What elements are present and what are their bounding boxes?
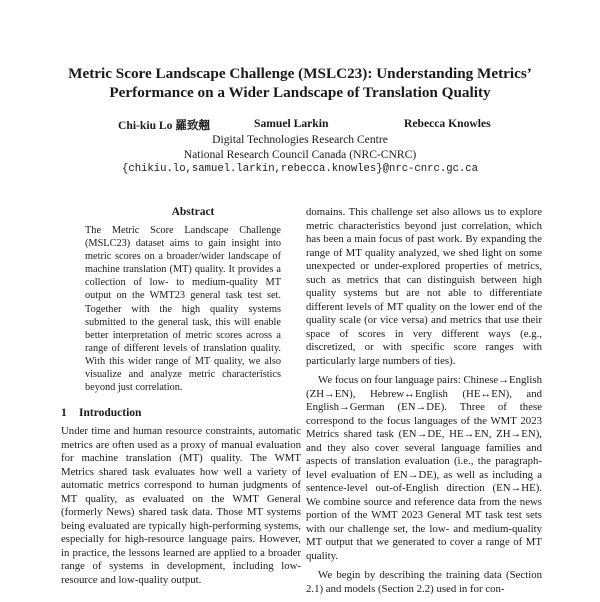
affiliation-line-2: National Research Council Canada (NRC-CNRC) [183,148,417,161]
introduction-paragraph: Under time and human resource constraints, automatic metrics are often used as a proxy of manual evaluation for machine translation (MT) quality. The WMT Metrics shared task evaluates how well a variety of automatic metrics correspond to human judgments of MT quality, as evaluated on the WMT General (formerly News) shared task data. Those MT systems being evaluated are typically high-performing systems, especially for high-resource language pairs. However, in practice, the lessons learned are applied to a broader range of systems in development, including low-resource and low-quality output. [61,425,301,586]
author-list [0,117,600,133]
left-column [61,206,301,587]
abstract-text: The Metric Score Landscape Challenge (MSLC23) dataset aims to gain insight into metric scores on a broader/wider landscape of machine translation (MT) quality. It provides a collection of low- to medium-quality MT output on the WMT23 general task test set. Together with the high quality systems submitted to the general task, this will enable better interpretation of metric scores across a range of different levels of translation quality. With this wider range of MT quality, we also visualize and analyze metric characteristics beyond just correlation. [85,225,281,394]
author-3: Rebecca Knowles [404,117,491,130]
title-line-2: Performance on a Wider Landscape of Translation Quality [109,84,491,101]
right-paragraph-1: domains. This challenge set also allows us to explore metric characteristics beyond just correlation, which has been a main focus of past work. By expanding the range of MT quality analyzed, we shed light on some unexpected or under-explored properties of metrics, such as metrics that can distinguish between high quality systems but are not able to differentiate different levels of MT quality on the lower end of the quality scale (or vice versa) and metrics that use their space of scores in very different ways (e.g., discretized, or with specific score ranges with particularly large numbers of ties). [306,206,542,367]
paper-title [60,64,540,102]
affiliation-line-1: Digital Technologies Research Centre [212,133,388,146]
section-number: 1 [61,407,67,420]
right-paragraph-3: We begin by describing the training data (Section 2.1) and models (Section 2.2) used in for con- [306,569,542,595]
author-2: Samuel Larkin [254,117,329,130]
section-heading-introduction [61,406,301,420]
affiliation-block [0,132,600,177]
abstract-heading: Abstract [171,206,215,218]
right-column [306,206,542,602]
author-1: Chi-kiu Lo 羅致翹 [118,119,211,132]
section-title: Introduction [79,407,142,420]
author-emails: {chikiu.lo,samuel.larkin,rebecca.knowles}@nrc-cnrc.gc.ca [121,163,478,175]
right-paragraph-2: We focus on four language pairs: Chinese→English (ZH→EN), Hebrew↔English (HE↔EN), and English→German (EN→DE). Three of these correspond to the focus languages of the WMT 2023 Metrics shared task (EN→DE, HE→EN, ZH→EN), and they also cover several language families and aspects of translation evaluation (i.e., the paragraph-level evaluation of EN→DE), as well as including a sentence-level out-of-English direction (EN→HE). We combine source and reference data from the news portion of the WMT 2023 General MT task test sets with our challenge set, the low- and medium-quality MT output that we generated to cover a range of MT quality. [306,374,543,562]
title-line-1: Metric Score Landscape Challenge (MSLC23): Understanding Metrics’ [68,65,532,82]
